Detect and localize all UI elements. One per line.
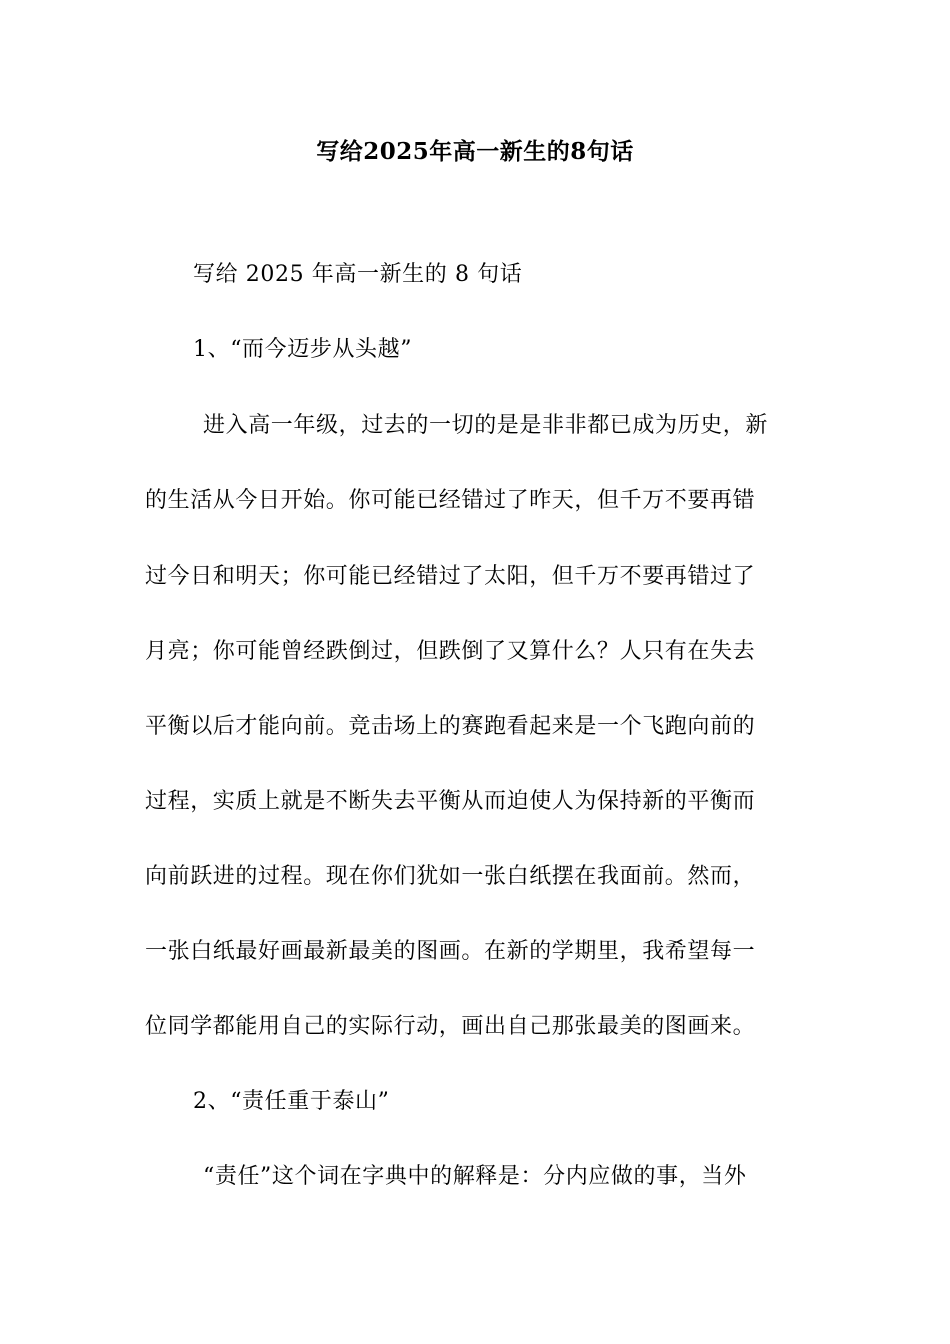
document-title: 写给2025年高一新生的8句话 bbox=[316, 138, 634, 165]
section-1-heading: 1、“而今迈步从头越” bbox=[193, 337, 413, 362]
section-2-line: “责任”这个词在字典中的解释是：分内应做的事，当外 bbox=[203, 1164, 747, 1189]
section-2-heading: 2、“责任重于泰山” bbox=[193, 1089, 390, 1114]
document-subtitle: 写给 2025 年高一新生的 8 句话 bbox=[193, 262, 523, 287]
section-1-line: 平衡以后才能向前。竞击场上的赛跑看起来是一个飞跑向前的 bbox=[145, 714, 756, 739]
section-1-line: 的生活从今日开始。你可能已经错过了昨天，但千万不要再错 bbox=[145, 488, 756, 513]
section-1-line: 过今日和明天；你可能已经错过了太阳，但千万不要再错过了 bbox=[145, 564, 756, 589]
section-1-line: 月亮；你可能曾经跌倒过，但跌倒了又算什么？人只有在失去 bbox=[145, 639, 756, 664]
section-1-line: 位同学都能用自己的实际行动，画出自己那张最美的图画来。 bbox=[145, 1014, 756, 1039]
section-1-line: 进入高一年级，过去的一切的是是非非都已成为历史，新 bbox=[203, 413, 769, 438]
section-1-line: 向前跃进的过程。现在你们犹如一张白纸摆在我面前。然而， bbox=[145, 864, 756, 889]
section-1-line: 过程，实质上就是不断失去平衡从而迫使人为保持新的平衡而 bbox=[145, 789, 756, 814]
section-1-line: 一张白纸最好画最新最美的图画。在新的学期里，我希望每一 bbox=[145, 939, 756, 964]
